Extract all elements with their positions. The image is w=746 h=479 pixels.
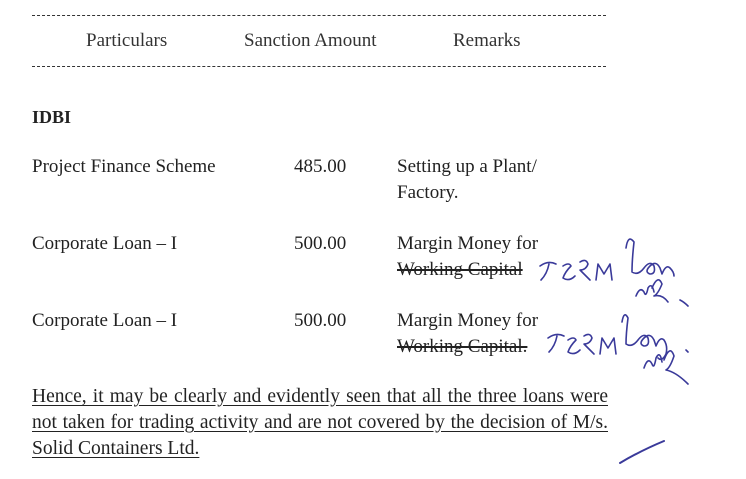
row3-amount: 500.00: [294, 310, 347, 331]
header-sanction-amount: Sanction Amount: [244, 30, 377, 51]
bank-heading: IDBI: [32, 107, 72, 127]
handwriting-term-2: [548, 334, 616, 354]
row3-remark-line2: Working Capital.: [397, 336, 528, 357]
bottom-dashed-rule: [32, 66, 606, 67]
handwritten-tick: [620, 441, 664, 463]
header-remarks: Remarks: [453, 30, 521, 51]
row1-remark-line1: Setting up a Plant/: [397, 156, 537, 177]
handwriting-initials-1: [636, 280, 688, 306]
conclusion-paragraph: Hence, it may be clearly and evidently seen that all the three loans were not taken for trading activity and are not covered by the decision of M/s. Solid Containers Ltd.: [32, 386, 608, 459]
row1-remark-line2: Factory.: [397, 182, 459, 203]
row1-amount: 485.00: [294, 156, 347, 177]
row2-remark-line1: Margin Money for: [397, 233, 539, 254]
top-dashed-rule: [32, 15, 606, 16]
handwriting-initials-2: [644, 350, 688, 384]
row2-remark-line2: Working Capital: [397, 259, 523, 280]
handwriting-loan-1: [626, 239, 674, 276]
row3-particular: Corporate Loan – I: [32, 310, 178, 331]
row2-amount: 500.00: [294, 233, 347, 254]
handwriting-term-1: [540, 260, 612, 280]
row2-particular: Corporate Loan – I: [32, 233, 178, 254]
row1-particular: Project Finance Scheme: [32, 156, 216, 177]
handwriting-loan-2: [622, 315, 667, 360]
row3-remark-line1: Margin Money for: [397, 310, 539, 331]
header-particulars: Particulars: [86, 30, 168, 51]
